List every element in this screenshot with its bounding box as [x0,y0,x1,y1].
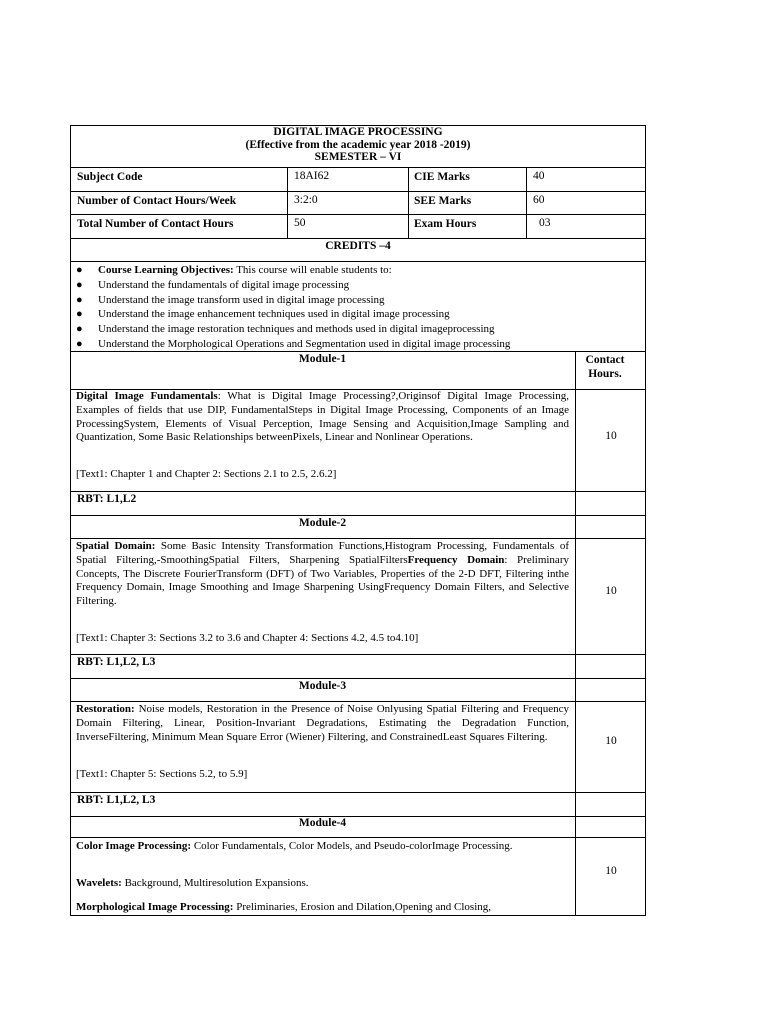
total-contact-hours-label: Total Number of Contact Hours [77,218,234,230]
module-2-title: Module-2 [298,517,347,529]
module-4-title: Module-4 [298,817,347,829]
wavelets-body: Background, Multiresolution Expansions. [121,877,309,889]
module-4-body: Color Fundamentals, Color Models, and Pseudo-colorImage Processing. [191,840,513,852]
module-2-heading-2: Frequency Domain [407,553,505,566]
module-4-wavelets [76,877,569,891]
module-1-content [76,390,569,445]
bullet-icon: ● [76,337,83,350]
cie-marks-value: 40 [533,170,545,182]
bullet-icon: ● [76,308,83,321]
course-objectives [71,263,645,351]
see-marks-label: SEE Marks [414,195,472,207]
module-3-content [76,703,569,744]
module-3-title: Module-3 [298,680,347,692]
contact-hours-header: Contact Hours. [585,354,625,380]
exam-hours-value: 03 [539,217,551,229]
module-2-body-2: : Preliminary Concepts, The Discrete FourierTransform (DFT) of Two Variables, Properties of the 2-D DFT, Filtering inthe Frequency Domain, Image Smoothing and Image Sharpening UsingFrequency Domain Filters, and Selective Filtering. [76,553,569,608]
module-4-hours: 10 [605,865,617,877]
objective-item: ● Understand the image enhancement techniques used in digital image processing [76,308,450,321]
bullet-icon: ● [76,264,83,276]
module-2-hours: 10 [605,585,617,597]
objective-item: ● Understand the Morphological Operations and Segmentation used in digital image processing [76,337,511,350]
module-1-rbt: RBT: L1,L2 [77,493,137,505]
module-4-content [76,840,569,854]
contact-hours-week-value: 3:2:0 [294,194,318,206]
contact-hours-week-label: Number of Contact Hours/Week [77,195,237,207]
course-title: DIGITAL IMAGE PROCESSING [273,126,443,138]
semester: SEMESTER – VI [314,151,402,163]
module-4-morphological [76,901,569,915]
bullet-icon: ● [76,323,83,336]
wavelets-heading: Wavelets: [76,877,122,889]
bullet-icon: ● [76,293,83,306]
objective-item: ● Understand the fundamentals of digital image processing [76,278,350,291]
module-2-heading: Spatial Domain: [76,540,156,552]
module-1-hours: 10 [605,430,617,442]
objectives-intro: This course will enable students to: [233,264,392,276]
module-3-heading: Restoration: [76,703,135,715]
module-2-body: Some Basic Intensity Transformation Functions,Histogram Processing, Fundamentals of Spatial Filtering,-SmoothingSpatial Filters, Sharpening SpatialFilters [76,540,569,566]
cie-marks-label: CIE Marks [414,171,470,183]
module-3-rbt: RBT: L1,L2, L3 [77,794,156,806]
exam-hours-label: Exam Hours [414,218,477,230]
effective-year: (Effective from the academic year 2018 -2019) [245,138,471,151]
module-1-body: : What is Digital Image Processing?,Originsof Digital Image Processing, Examples of fields that use DIP, FundamentalSteps in Digital Image Processing, Components of an Image ProcessingSystem, Elements of Visual Perception, Image Sensing and Acquisition,Image Sampling and Quantization, Some Basic Relationships betweenPixels, Linear and Nonlinear Operations. [76,390,569,444]
objectives-heading: Course Learning Objectives: [98,264,234,276]
credits: CREDITS –4 [325,240,391,252]
module-4-heading: Color Image Processing: [76,840,192,852]
total-contact-hours-value: 50 [294,217,306,229]
subject-code-label: Subject Code [77,171,143,183]
module-2-text-ref: [Text1: Chapter 3: Sections 3.2 to 3.6 and Chapter 4: Sections 4.2, 4.5 to4.10] [76,632,419,644]
module-2-content [76,540,569,609]
module-2-rbt: RBT: L1,L2, L3 [77,656,156,668]
subject-code-value: 18AI62 [294,170,330,182]
module-3-body: Noise models, Restoration in the Presence of Noise Onlyusing Spatial Filtering and Frequency Domain Filtering, Linear, Position-Invariant Degradations, Estimating the Degradation Function, InverseFiltering, Minimum Mean Square Error (Wiener) Filtering, and ConstrainedLeast Squares Filtering. [76,703,569,743]
module-3-hours: 10 [605,735,617,747]
morphological-heading: Morphological Image Processing: [76,901,234,913]
objective-item: ● Understand the image transform used in digital image processing [76,293,385,306]
see-marks-value: 60 [533,194,545,206]
module-3-text-ref: [Text1: Chapter 5: Sections 5.2, to 5.9] [76,768,248,780]
bullet-icon: ● [76,278,83,291]
module-1-text-ref: [Text1: Chapter 1 and Chapter 2: Sections 2.1 to 2.5, 2.6.2] [76,468,337,480]
objective-item: ● Understand the image restoration techniques and methods used in digital imageprocessing [76,323,495,336]
module-1-heading: Digital Image Fundamentals [76,390,218,402]
course-header [70,126,646,168]
module-1-title: Module-1 [298,353,347,365]
morphological-body: Preliminaries, Erosion and Dilation,Opening and Closing, [233,901,492,913]
objectives-heading-row [71,263,645,278]
